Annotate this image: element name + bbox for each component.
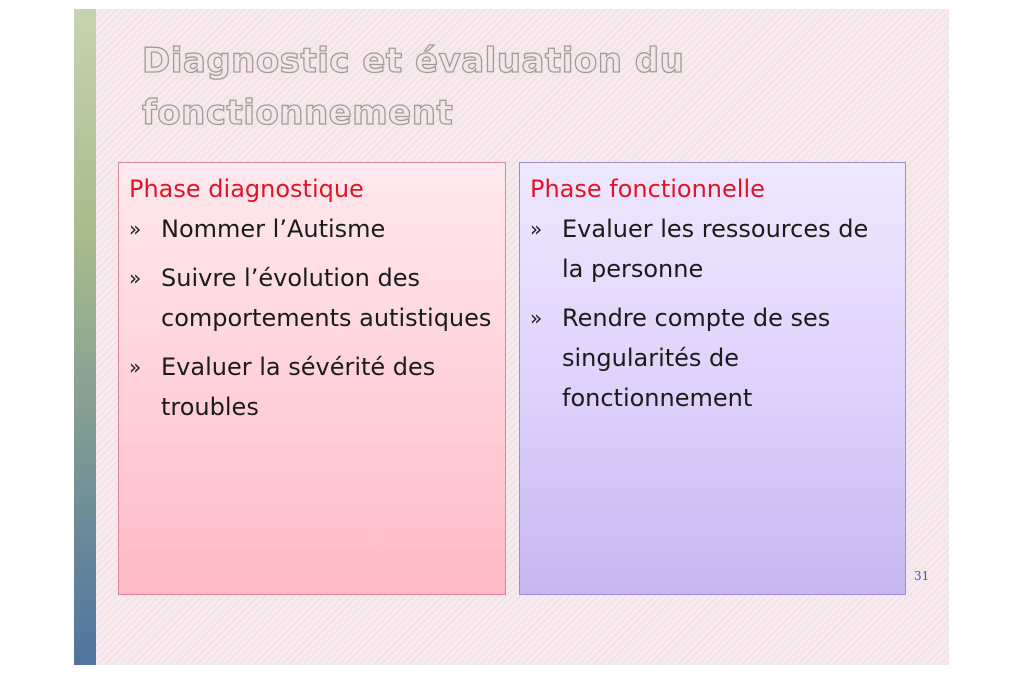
list-item-text: Evaluer la sévérité des troubles: [161, 353, 436, 421]
list-item-text: Evaluer les ressources de la personne: [562, 215, 869, 283]
functional-phase-heading: Phase fonctionnelle: [530, 175, 765, 203]
diagnostic-phase-box: [118, 162, 506, 595]
list-item: [129, 258, 493, 338]
slide-side-bar: [74, 9, 96, 665]
list-item: [129, 209, 493, 249]
list-item: [530, 209, 893, 289]
list-item-text: Nommer l’Autisme: [161, 215, 386, 243]
page-number: 31: [914, 569, 930, 583]
list-item: [129, 347, 493, 427]
bullet-glyph: »: [530, 217, 543, 241]
list-item-text: Suivre l’évolution des comportements autistiques: [161, 264, 492, 332]
diagnostic-phase-heading: Phase diagnostique: [129, 175, 364, 203]
slide: [74, 9, 949, 665]
list-item-text: Rendre compte de ses singularités de fonctionnement: [562, 304, 831, 412]
slide-title: Diagnostic et évaluation du fonctionnement: [142, 41, 685, 133]
bullet-glyph: »: [129, 355, 142, 379]
list-item: [530, 298, 893, 418]
diagnostic-phase-list: [129, 209, 493, 427]
bullet-glyph: »: [530, 306, 543, 330]
bullet-glyph: »: [129, 217, 142, 241]
functional-phase-list: [530, 209, 893, 418]
functional-phase-box: [519, 162, 906, 595]
bullet-glyph: »: [129, 266, 142, 290]
